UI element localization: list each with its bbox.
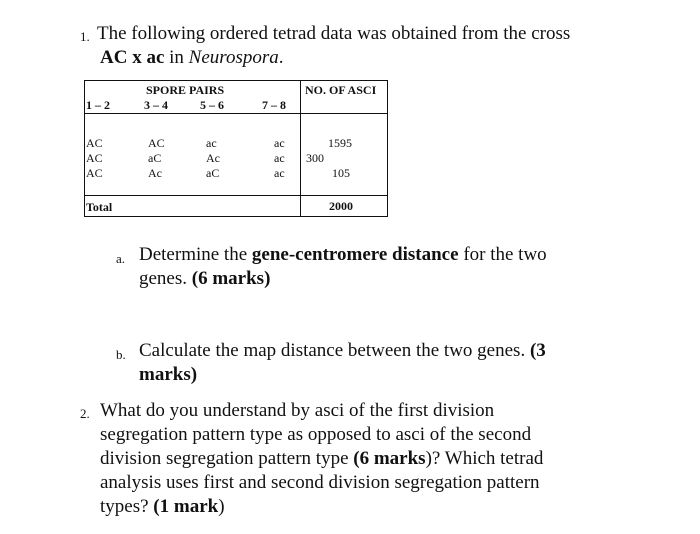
row-1-count: 1595 xyxy=(328,136,352,150)
no-of-asci-header: NO. OF ASCI xyxy=(305,83,377,97)
row-1-pair-7-8: ac xyxy=(274,136,285,150)
table-border-right xyxy=(387,80,388,217)
q2-line-3-rest: )? Which tetrad xyxy=(425,448,544,469)
gene-centromere-distance-term: gene-centromere distance xyxy=(251,244,459,265)
qa-text-3: genes. xyxy=(139,268,192,289)
question-1a-line-1 xyxy=(139,243,547,267)
row-3-pair-5-6: aC xyxy=(206,166,220,180)
qb-marks-1: (3 xyxy=(529,340,546,361)
question-2-line-1: What do you understand by asci of the first division xyxy=(100,400,495,421)
qb-text-1: Calculate the map distance between the two genes. xyxy=(139,340,530,361)
question-1-number: 1. xyxy=(80,29,90,44)
question-2-line-3 xyxy=(100,447,543,471)
question-1b-letter: b. xyxy=(116,347,126,362)
q2-line-5-text: types? xyxy=(100,496,154,517)
row-2-pair-3-4: aC xyxy=(148,151,162,165)
qa-text-1: Determine the xyxy=(139,244,252,265)
qa-marks: (6 marks) xyxy=(191,268,271,289)
organism-name: Neurospora xyxy=(188,47,279,68)
row-3-pair-7-8: ac xyxy=(274,166,285,180)
q2-marks-6: (6 marks xyxy=(353,448,426,469)
question-2-line-4: analysis uses first and second division segregation pattern xyxy=(100,472,540,493)
row-2-pair-1-2: AC xyxy=(86,151,103,165)
table-border-top xyxy=(84,80,388,81)
table-border-bottom xyxy=(84,216,388,217)
total-value: 2000 xyxy=(329,199,353,213)
table-border-left xyxy=(84,80,85,217)
cross-notation: AC x ac xyxy=(100,47,165,68)
row-2-pair-7-8: ac xyxy=(274,151,285,165)
row-1-pair-3-4: AC xyxy=(148,136,165,150)
question-1b-line-2 xyxy=(139,363,197,387)
question-1-text-line-2 xyxy=(100,46,284,70)
row-1-pair-1-2: AC xyxy=(86,136,103,150)
col-header-3-4: 3 – 4 xyxy=(144,98,168,112)
qa-text-2: for the two xyxy=(458,244,547,265)
row-3-pair-3-4: Ac xyxy=(148,166,162,180)
q2-line-5-rest: ) xyxy=(218,496,225,517)
row-3-count: 105 xyxy=(332,166,350,180)
qb-marks-2: marks) xyxy=(139,364,198,385)
question-1-text-line-1: The following ordered tetrad data was obtained from the cross xyxy=(97,23,571,44)
q2-line-3-text: division segregation pattern type xyxy=(100,448,354,469)
table-total-rule xyxy=(84,195,388,196)
row-1-pair-5-6: ac xyxy=(206,136,217,150)
question-2-line-2: segregation pattern type as opposed to asci of the second xyxy=(100,424,532,445)
q2-marks-1: (1 mark xyxy=(153,496,219,517)
table-header-rule xyxy=(84,113,388,114)
row-3-pair-1-2: AC xyxy=(86,166,103,180)
row-2-count: 300 xyxy=(306,151,324,165)
tetrad-table xyxy=(84,80,388,217)
in-word: in xyxy=(164,47,189,68)
spore-pairs-header: SPORE PAIRS xyxy=(146,83,225,97)
question-2-number: 2. xyxy=(80,406,90,421)
period: . xyxy=(278,47,284,68)
col-header-7-8: 7 – 8 xyxy=(262,98,286,112)
row-2-pair-5-6: Ac xyxy=(206,151,220,165)
question-2-line-5 xyxy=(100,495,225,519)
question-1b-line-1 xyxy=(139,339,546,363)
col-header-1-2: 1 – 2 xyxy=(86,98,110,112)
question-1a-line-2 xyxy=(139,267,270,291)
question-1a-letter: a. xyxy=(116,251,126,266)
total-label: Total xyxy=(86,200,113,214)
col-header-5-6: 5 – 6 xyxy=(200,98,224,112)
table-count-divider xyxy=(300,80,301,217)
